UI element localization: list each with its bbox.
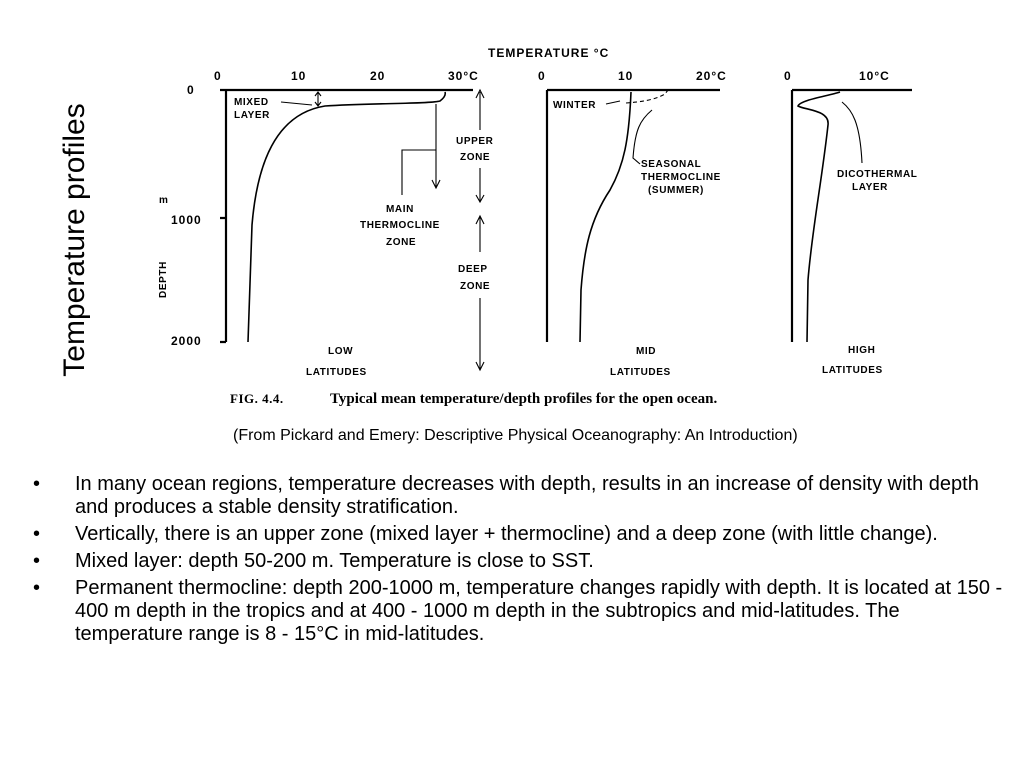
upper-zone-line1: UPPER <box>456 136 494 147</box>
upper-zone-line2: ZONE <box>460 152 491 163</box>
winter-label: WINTER <box>553 100 597 111</box>
depth-axis-label: DEPTH <box>158 261 169 298</box>
bullet-item <box>30 523 1005 546</box>
dicothermal-line2: LAYER <box>852 182 888 193</box>
low-tick-0: 0 <box>214 69 222 83</box>
mixed-layer-line1: MIXED <box>234 97 269 108</box>
seasonal-thermocline-line1: SEASONAL <box>641 159 702 170</box>
bullet-text: In many ocean regions, temperature decreases with depth, results in an increase of density with depth and produces a stable density stratification. <box>75 473 979 518</box>
low-temperature-curve <box>248 92 445 342</box>
source-citation: (From Pickard and Emery: Descriptive Physical Oceanography: An Introduction) <box>233 427 798 444</box>
mid-temperature-curve <box>580 92 631 342</box>
low-label-line2: LATITUDES <box>306 367 367 378</box>
winter-pointer <box>606 101 620 104</box>
mid-summer-curve <box>626 90 668 103</box>
high-label-line2: LATITUDES <box>822 365 883 376</box>
deep-zone-arrow <box>476 216 484 370</box>
bullet-item <box>30 473 1005 519</box>
bullet-glyph: • <box>33 473 41 495</box>
high-tick-10: 10°C <box>859 69 890 83</box>
slide-title: Temperature profiles <box>58 103 91 377</box>
mixed-layer-line2: LAYER <box>234 110 270 121</box>
bullet-list <box>30 473 1005 650</box>
mixed-layer-pointer <box>281 102 312 105</box>
bullet-glyph: • <box>33 523 41 545</box>
dicothermal-line1: DICOTHERMAL <box>837 169 918 180</box>
zone-arrows <box>456 90 494 370</box>
depth-tick-2000: 2000 <box>171 334 202 348</box>
low-tick-20: 20 <box>370 69 386 83</box>
high-temperature-curve <box>798 92 840 342</box>
mid-label-line1: MID <box>636 346 657 357</box>
mid-label-line2: LATITUDES <box>610 367 671 378</box>
seasonal-thermocline-line2: THERMOCLINE <box>641 172 721 183</box>
bullet-item <box>30 550 1005 573</box>
depth-tick-0: 0 <box>187 83 195 97</box>
deep-zone-line2: ZONE <box>460 281 491 292</box>
main-thermocline-line3: ZONE <box>386 237 417 248</box>
low-tick-10: 10 <box>291 69 307 83</box>
bullet-glyph: • <box>33 577 41 599</box>
dicothermal-pointer <box>842 102 862 163</box>
panel-low-latitudes <box>214 69 479 378</box>
mid-tick-0: 0 <box>538 69 546 83</box>
main-thermocline-line1: MAIN <box>386 204 414 215</box>
mid-tick-20: 20°C <box>696 69 727 83</box>
panel-high-latitudes <box>784 69 917 376</box>
main-thermocline-line2: THERMOCLINE <box>360 220 440 231</box>
bullet-item <box>30 577 1005 646</box>
figure-header: TEMPERATURE °C <box>488 46 610 60</box>
bullet-glyph: • <box>33 550 41 572</box>
high-label-line1: HIGH <box>848 345 876 356</box>
high-axes <box>792 90 912 342</box>
low-label-line1: LOW <box>328 346 354 357</box>
depth-tick-1000: 1000 <box>171 213 202 227</box>
figure-caption-label: FIG. 4.4. <box>230 391 284 406</box>
panel-mid-latitudes <box>538 69 727 378</box>
bullet-text: Permanent thermocline: depth 200-1000 m, temperature changes rapidly with depth. It is located at 150 - 400 m depth in the tropics and at 400 - 1000 m depth in the subtropics and mid-latitudes. The temperature range is 8 - 15°C in mid-latitudes. <box>75 577 1003 645</box>
seasonal-thermocline-line3: (SUMMER) <box>648 185 704 196</box>
low-axes <box>220 90 473 342</box>
mid-axes <box>547 90 720 342</box>
bullet-text: Vertically, there is an upper zone (mixed layer + thermocline) and a deep zone (with little change). <box>75 523 938 545</box>
low-tick-30: 30°C <box>448 69 479 83</box>
high-tick-0: 0 <box>784 69 792 83</box>
deep-zone-line1: DEEP <box>458 264 488 275</box>
temperature-profiles-figure <box>140 30 940 420</box>
depth-unit: m <box>159 195 169 206</box>
figure-caption-text: Typical mean temperature/depth profiles for the open ocean. <box>330 391 718 407</box>
mixed-layer-depth-marker <box>315 92 321 106</box>
main-thermocline-pointer <box>402 150 436 195</box>
bullet-text: Mixed layer: depth 50-200 m. Temperature is close to SST. <box>75 550 594 572</box>
mid-tick-10: 10 <box>618 69 634 83</box>
thermocline-arrow <box>432 104 440 188</box>
seasonal-thermocline-pointer <box>633 110 652 164</box>
